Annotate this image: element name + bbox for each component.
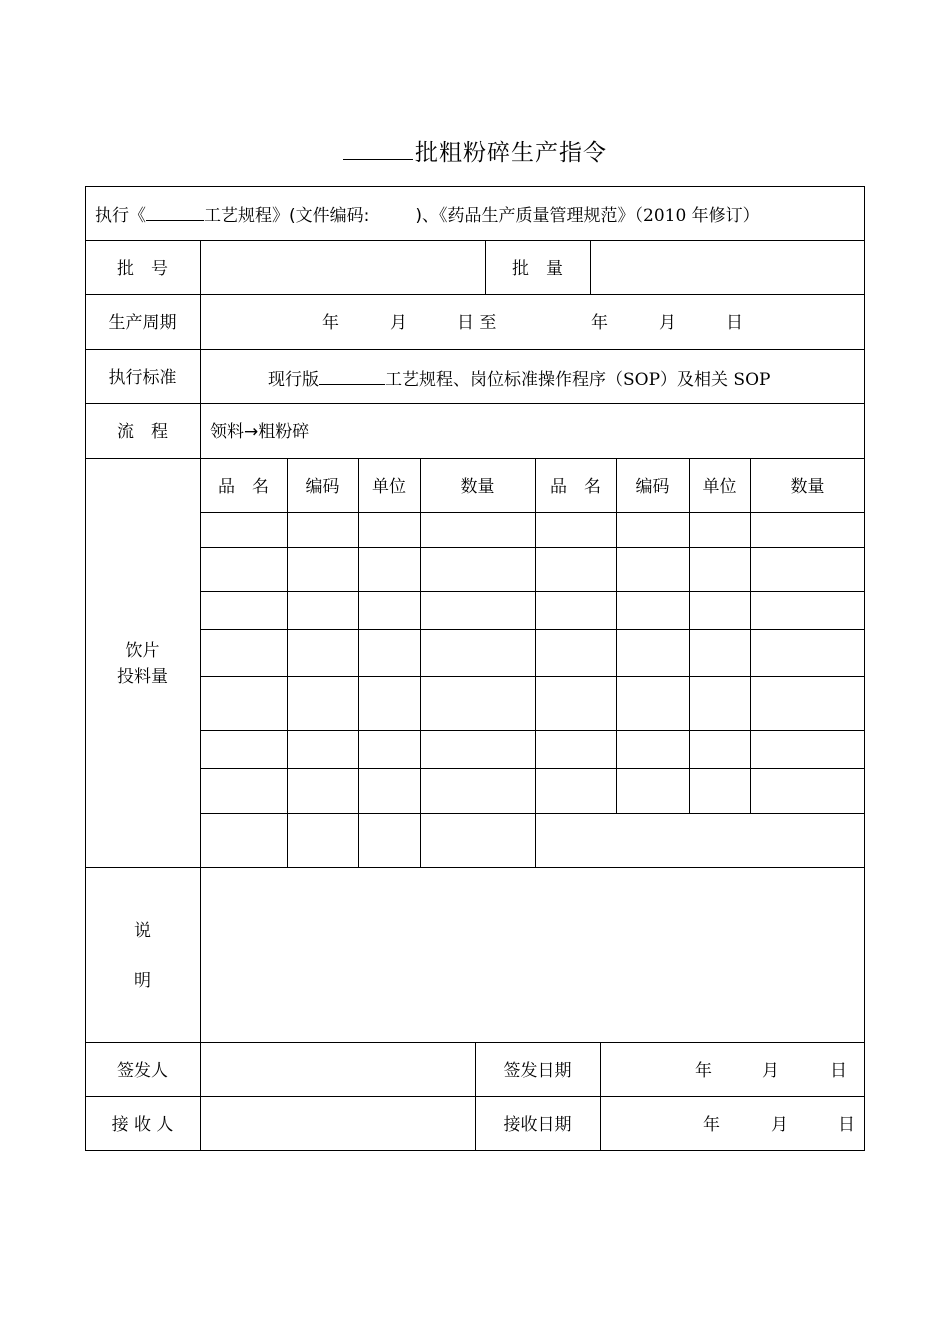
grid-row-line: [200, 768, 865, 769]
row-line: [85, 349, 865, 350]
start-month: 月: [390, 313, 407, 333]
header-quantity-2: 数量: [790, 477, 825, 497]
grid-row-line: [200, 629, 865, 630]
procedure-text: 工艺规程》(文件编码:: [204, 206, 370, 226]
row-line: [85, 403, 865, 404]
issue-month: 月: [762, 1061, 779, 1081]
header-unit-2: 单位: [702, 477, 737, 497]
col-line: [590, 240, 591, 294]
process-flow: 领料→粗粉碎: [210, 422, 310, 442]
current-version-text: 现行版: [268, 370, 319, 390]
procedure-name-blank[interactable]: [146, 204, 204, 221]
end-month: 月: [659, 313, 676, 333]
grid-col-line: [287, 458, 288, 867]
header-name-2: 品 名: [550, 477, 601, 497]
receive-day: 日: [838, 1115, 855, 1135]
batch-number-blank[interactable]: [343, 137, 413, 160]
batch-number-label: 批 号: [117, 259, 168, 279]
row-line: [85, 458, 865, 459]
receiver-label: 接 收 人: [111, 1115, 174, 1135]
row-line: [85, 240, 865, 241]
start-day-to: 日 至: [457, 313, 497, 333]
receive-year: 年: [703, 1115, 720, 1135]
process-label: 流 程: [117, 422, 168, 442]
grid-row-line: [200, 591, 865, 592]
header-quantity-1: 数量: [460, 477, 495, 497]
start-year: 年: [322, 313, 339, 333]
receive-month: 月: [771, 1115, 788, 1135]
standard-blank[interactable]: [319, 368, 385, 385]
execution-basis-row: [95, 204, 760, 226]
issue-date-label: 签发日期: [503, 1061, 572, 1081]
page-title: [0, 134, 950, 167]
grid-row-line: [200, 512, 865, 513]
header-unit-1: 单位: [372, 477, 406, 497]
row-line: [85, 867, 865, 868]
grid-col-line: [535, 458, 536, 867]
grid-col-line: [689, 458, 690, 813]
gmp-regulation-text: 《药品生产质量管理规范》（2010 年修订）: [439, 206, 760, 226]
materials-label-line2: 投料量: [117, 667, 168, 687]
notes-label-line1: 说: [134, 921, 151, 941]
border-right: [864, 186, 865, 1151]
exec-close: )、: [415, 206, 440, 226]
notes-label-line2: 明: [134, 971, 151, 991]
header-name-1: 品 名: [218, 477, 269, 497]
issuer-label: 签发人: [117, 1061, 168, 1081]
receive-date-label: 接收日期: [503, 1115, 572, 1135]
grid-row-line: [200, 730, 865, 731]
header-code-1: 编码: [305, 477, 340, 497]
grid-col-line: [750, 458, 751, 813]
issue-day: 日: [830, 1061, 847, 1081]
execution-standard-text: [268, 368, 770, 390]
col-line: [600, 1042, 601, 1151]
grid-row-line: [200, 813, 865, 814]
exec-prefix: 执行《: [95, 206, 146, 226]
execution-standard-label: 执行标准: [108, 368, 177, 388]
grid-row-line: [200, 547, 865, 548]
row-line: [85, 294, 865, 295]
grid-col-line: [358, 458, 359, 867]
production-period-label: 生产周期: [108, 313, 177, 333]
standard-description: 工艺规程、岗位标准操作程序（SOP）及相关 SOP: [385, 370, 771, 390]
grid-col-line: [420, 458, 421, 867]
issue-year: 年: [695, 1061, 712, 1081]
grid-row-line: [200, 676, 865, 677]
production-order-form: [85, 186, 865, 1151]
grid-col-line: [616, 458, 617, 813]
title-text: 批粗粉碎生产指令: [415, 140, 607, 166]
end-year: 年: [591, 313, 608, 333]
materials-label-line1: 饮片: [125, 641, 160, 661]
batch-size-label: 批 量: [512, 259, 563, 279]
border-top: [85, 186, 865, 187]
end-day: 日: [726, 313, 743, 333]
header-code-2: 编码: [635, 477, 670, 497]
label-column-divider: [200, 240, 201, 1151]
